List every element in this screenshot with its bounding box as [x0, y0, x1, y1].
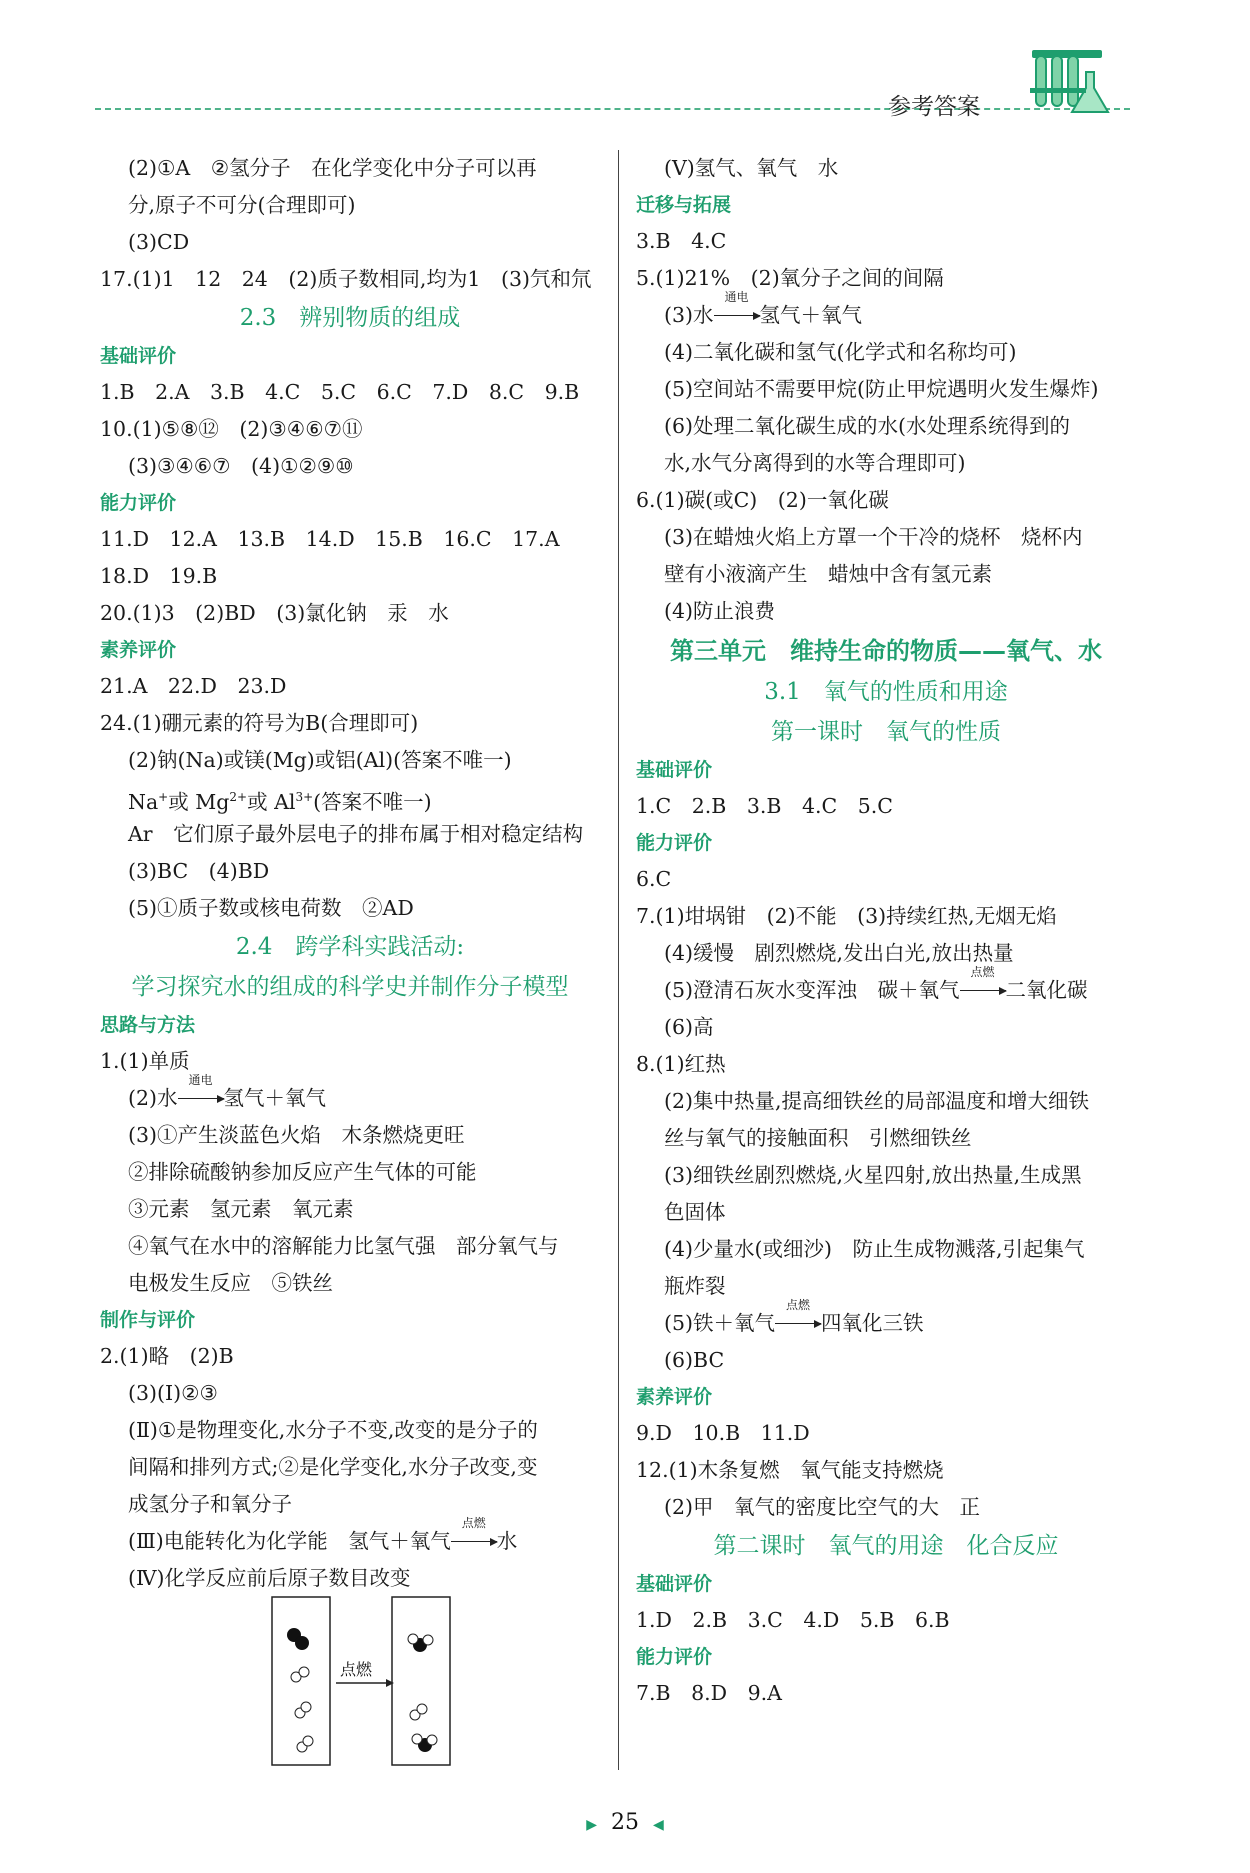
- answer-line: (5)①质子数或核电荷数 ②AD: [128, 896, 414, 920]
- section-heading: 迁移与拓展: [636, 194, 732, 216]
- reaction-arrow: [775, 1298, 821, 1342]
- section-heading: 能力评价: [636, 1646, 713, 1668]
- answer-line: 电极发生反应 ⑤铁丝: [128, 1271, 333, 1295]
- section-heading: 素养评价: [100, 639, 177, 661]
- reaction-equation: (5)澄清石灰水变浑浊 碳＋氧气 点燃 二氧化碳: [636, 972, 1136, 1009]
- reaction-arrow: [960, 965, 1006, 1009]
- answer-line: 17.(1)1 12 24 (2)质子数相同,均为1 (3)氕和氘: [100, 267, 592, 291]
- subsection-title: 第一课时 氧气的性质: [771, 719, 1001, 745]
- answer-line: ④氧气在水中的溶解能力比氢气强 部分氧气与: [128, 1234, 559, 1258]
- answer-line: 2.(1)略 (2)B: [100, 1344, 234, 1368]
- answer-line: (2)集中热量,提高细铁丝的局部温度和增大细铁: [664, 1089, 1090, 1113]
- answer-line: (6)处理二氧化碳生成的水(水处理系统得到的: [664, 414, 1071, 438]
- reaction-condition: 通电: [724, 290, 749, 304]
- answer-line: ②排除硫酸钠参加反应产生气体的可能: [128, 1160, 477, 1184]
- answer-line: 9.D 10.B 11.D: [636, 1421, 810, 1445]
- ion-symbols-line: Na+或 $Mg^{2+}$或 $Al^{3+}$(答案不唯一): [128, 789, 432, 814]
- section-heading: 素养评价: [636, 1386, 713, 1408]
- subsection-title: 3.1 氧气的性质和用途: [764, 679, 1008, 705]
- answer-line: 18.D 19.B: [100, 564, 218, 588]
- reaction-condition: 通电: [188, 1073, 213, 1087]
- answer-line: (2)钠(Na)或镁(Mg)或铝(Al)(答案不唯一): [128, 748, 512, 772]
- subsection-title: 2.4 跨学科实践活动:: [235, 934, 465, 960]
- answer-line: 11.D 12.A 13.B 14.D 15.B 16.C 17.A: [100, 527, 560, 551]
- answer-line: (3)③④⑥⑦ (4)①②⑨⑩: [128, 454, 354, 478]
- answer-line: (3)细铁丝剧烈燃烧,火星四射,放出热量,生成黑: [664, 1163, 1082, 1187]
- answer-line: (2)①A ②氢分子 在化学变化中分子可以再: [128, 156, 537, 180]
- answer-line: 24.(1)硼元素的符号为B(合理即可): [100, 711, 419, 735]
- answer-line: (3)在蜡烛火焰上方罩一个干冷的烧杯 烧杯内: [664, 525, 1083, 549]
- reaction-equation: (3)水 通电 氢气＋氧气: [636, 297, 1136, 334]
- answer-line: 1.D 2.B 3.C 4.D 5.B 6.B: [636, 1608, 950, 1632]
- unit-title: 第三单元 维持生命的物质——氧气、水: [670, 637, 1102, 665]
- triangle-left-icon: ◀: [653, 1817, 664, 1833]
- reaction-arrow: [178, 1073, 224, 1117]
- answer-line: 分,原子不可分(合理即可): [128, 193, 356, 217]
- header-title: 参考答案: [888, 94, 980, 120]
- answer-line: 6.C: [636, 867, 672, 891]
- section-heading: 制作与评价: [100, 1309, 196, 1331]
- reaction-arrow: [451, 1516, 497, 1560]
- answer-line: (3)BC (4)BD: [128, 859, 270, 883]
- section-heading: 能力评价: [636, 832, 713, 854]
- answer-line: 3.B 4.C: [636, 229, 727, 253]
- answer-line: 间隔和排列方式;②是化学变化,水分子改变,变: [128, 1455, 538, 1479]
- diagram-arrow-label: 点燃: [340, 1660, 373, 1679]
- answer-line: (4)防止浪费: [664, 599, 776, 623]
- answer-line: ③元素 氢元素 氧元素: [128, 1197, 354, 1221]
- section-heading: 基础评价: [100, 345, 177, 367]
- reaction-equation: (Ⅲ)电能转化为化学能 氢气＋氧气 点燃 水: [100, 1523, 600, 1560]
- answer-line: 1.B 2.A 3.B 4.C 5.C 6.C 7.D 8.C 9.B: [100, 380, 580, 404]
- answer-line: Ar 它们原子最外层电子的排布属于相对稳定结构: [128, 822, 584, 846]
- reaction-arrow: [714, 290, 760, 334]
- answer-line: 12.(1)木条复燃 氧气能支持燃烧: [636, 1458, 944, 1482]
- answer-line: (3)CD: [128, 230, 190, 254]
- answer-line: 6.(1)碳(或C) (2)一氧化碳: [636, 488, 889, 512]
- reaction-equation: (5)铁＋氧气 点燃 四氧化三铁: [636, 1305, 1136, 1342]
- answer-line: 1.(1)单质: [100, 1049, 190, 1073]
- reaction-condition: 点燃: [786, 1298, 811, 1312]
- answer-line: 水,水气分离得到的水等合理即可): [664, 451, 966, 475]
- answer-line: 7.(1)坩埚钳 (2)不能 (3)持续红热,无烟无焰: [636, 904, 1057, 928]
- molecule-reaction-diagram: [270, 1595, 460, 1767]
- answer-line: 成氢分子和氧分子: [128, 1492, 292, 1516]
- answer-line: 10.(1)⑤⑧⑫ (2)③④⑥⑦⑪: [100, 417, 363, 441]
- triangle-right-icon: ▶: [586, 1817, 597, 1833]
- answer-line: 20.(1)3 (2)BD (3)氯化钠 汞 水: [100, 601, 449, 625]
- answer-line: 21.A 22.D 23.D: [100, 674, 287, 698]
- answer-line: (Ⅴ)氢气、氧气 水: [664, 156, 839, 180]
- answer-line: (3)(Ⅰ)②③: [128, 1381, 218, 1405]
- reaction-equation: (2)水 通电 氢气＋氧气: [100, 1080, 600, 1117]
- page-number: ▶ 25 ◀: [586, 1810, 664, 1835]
- subsection-title: 学习探究水的组成的科学史并制作分子模型: [131, 974, 569, 1000]
- answer-line: (3)①产生淡蓝色火焰 木条燃烧更旺: [128, 1123, 465, 1147]
- answer-line: 壁有小液滴产生 蜡烛中含有氢元素: [664, 562, 992, 586]
- test-tubes-flask-icon: [1022, 48, 1114, 118]
- answer-line: 瓶炸裂: [664, 1274, 726, 1298]
- subsection-title: 第二课时 氧气的用途 化合反应: [713, 1533, 1059, 1559]
- column-divider: [618, 150, 619, 1770]
- answer-line: (4)缓慢 剧烈燃烧,发出白光,放出热量: [664, 941, 1014, 965]
- right-column: [636, 150, 1136, 1712]
- answer-line: 色固体: [664, 1200, 726, 1224]
- subsection-title: 2.3 辨别物质的组成: [239, 305, 461, 331]
- answer-line: (6)高: [664, 1015, 714, 1039]
- answer-line: 7.B 8.D 9.A: [636, 1681, 782, 1705]
- answer-line: 8.(1)红热: [636, 1052, 726, 1076]
- answer-line: 1.C 2.B 3.B 4.C 5.C: [636, 794, 893, 818]
- answer-line: (4)少量水(或细沙) 防止生成物溅落,引起集气: [664, 1237, 1085, 1261]
- before-jar: [272, 1597, 330, 1765]
- section-heading: 基础评价: [636, 1573, 713, 1595]
- answer-line: (2)甲 氧气的密度比空气的大 正: [664, 1495, 981, 1519]
- answer-line: (Ⅳ)化学反应前后原子数目改变: [128, 1566, 411, 1590]
- reaction-condition: 点燃: [970, 965, 995, 979]
- answer-line: (4)二氧化碳和氢气(化学式和名称均可): [664, 340, 1017, 364]
- answer-line: (Ⅱ)①是物理变化,水分子不变,改变的是分子的: [128, 1418, 538, 1442]
- answer-line: 丝与氧气的接触面积 引燃细铁丝: [664, 1126, 972, 1150]
- answer-line: (6)BC: [664, 1348, 725, 1372]
- answer-line: (5)空间站不需要甲烷(防止甲烷遇明火发生爆炸): [664, 377, 1099, 401]
- section-heading: 思路与方法: [100, 1014, 196, 1036]
- section-heading: 能力评价: [100, 492, 177, 514]
- left-column: [100, 150, 600, 1597]
- section-heading: 基础评价: [636, 759, 713, 781]
- reaction-condition: 点燃: [461, 1516, 486, 1530]
- answer-line: 5.(1)21% (2)氧分子之间的间隔: [636, 266, 944, 290]
